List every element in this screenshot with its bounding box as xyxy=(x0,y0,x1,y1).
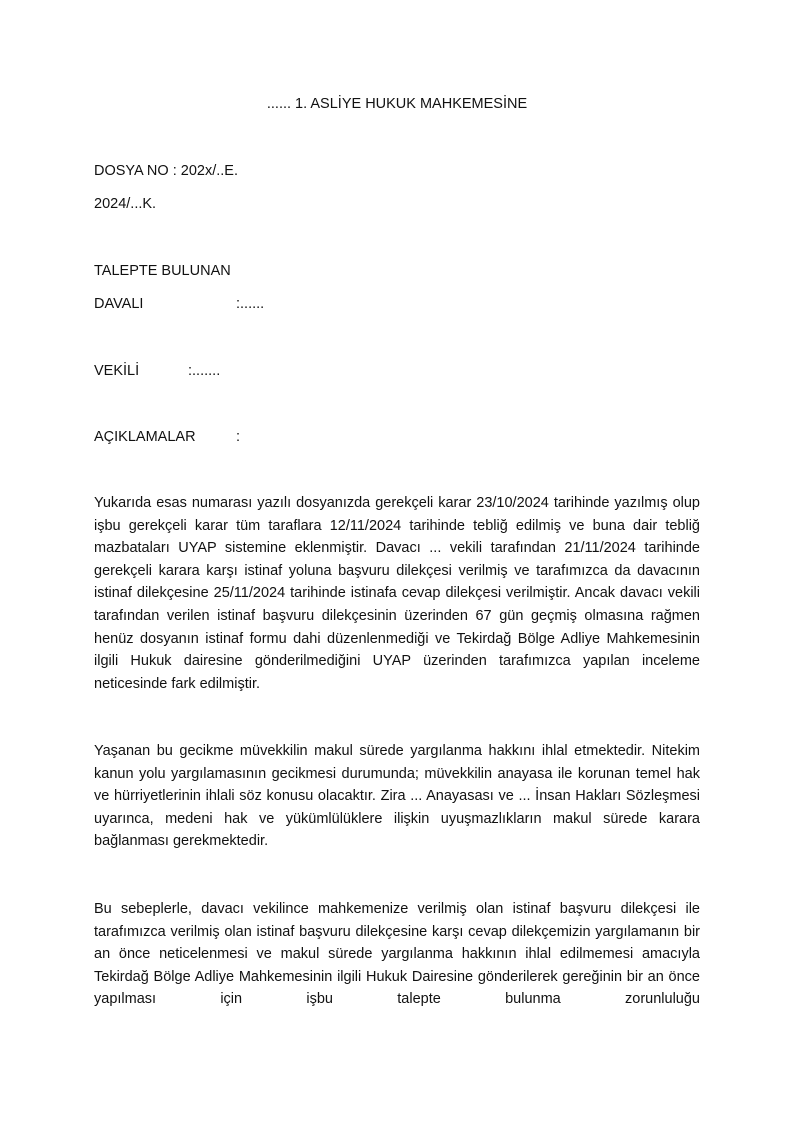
attorney-label: VEKİLİ xyxy=(94,363,140,379)
explanations-value: : xyxy=(236,429,241,445)
court-title: ...... 1. ASLİYE HUKUK MAHKEMESİNE xyxy=(266,96,528,112)
file-number: DOSYA NO : 202x/..E. xyxy=(94,163,238,179)
paragraph-2: Yaşanan bu gecikme müvekkilin makul sürede yargılanma hakkını ihlal etmektedir. Nitekim kanun yolu yargılamasının gecikmesi durumunda; müvekkilin anayasa ile korunan temel hak ve hürriyetlerinin ihlali söz konusu olacaktır. Zira ... Anayasası ve ... İnsan Hakları Sözleşmesi uyarınca, medeni hak ve yükümlülüklere ilişkin uyuşmazlıkların makul sürede karara bağlanması gerekmektedir. xyxy=(94,743,700,850)
defendant-label: DAVALI xyxy=(94,296,144,312)
paragraph-1: Yukarıda esas numarası yazılı dosyanızda gerekçeli karar 23/10/2024 tarihinde yazılmış olup işbu gerekçeli karar tüm taraflara 12/11/2024 tarihinde tebliğ edilmiş ve buna dair tebliğ mazbataları UYAP sistemine eklenmiştir. Davacı ... vekili tarafından 21/11/2024 tarihinde gerekçeli karara karşı istinaf yoluna başvuru dilekçesi verilmiş ve tarafımızca da davacının istinaf dilekçesine 25/11/2024 tarihinde istinafa cevap dilekçesi verilmiştir. Ancak davacı vekili tarafından verilen istinaf başvuru dilekçesinin üzerinden 67 gün geçmiş olmasına rağmen henüz dosyanın istinaf formu dahi düzenlenmediği ve Tekirdağ Bölge Adliye Mahkemesinin ilgili Hukuk dairesine gönderilmediğini UYAP üzerinden tarafımızca yapılan inceleme neticesinde fark edilmiştir. xyxy=(94,495,700,692)
decision-number: 2024/...K. xyxy=(94,196,157,212)
defendant-value: :...... xyxy=(236,296,265,312)
requester-heading: TALEPTE BULUNAN xyxy=(94,263,231,279)
paragraph-3: Bu sebeplerle, davacı vekilince mahkemenize verilmiş olan istinaf başvuru dilekçesi ile tarafımızca verilmiş olan istinaf başvuru dilekçesine karşı cevap dilekçemizin yargılamanın bir an önce neticelenmesi ve makul sürede yargılanma hakkının ihlal edilmemesi amacıyla Tekirdağ Bölge Adliye Mahkemesinin ilgili Hukuk Dairesine gönderilerek gereğinin bir an önce yapılması için işbu talepte bulunma zorunluluğu xyxy=(94,901,700,1008)
attorney-value: :....... xyxy=(188,363,221,379)
explanations-label: AÇIKLAMALAR xyxy=(94,429,196,445)
